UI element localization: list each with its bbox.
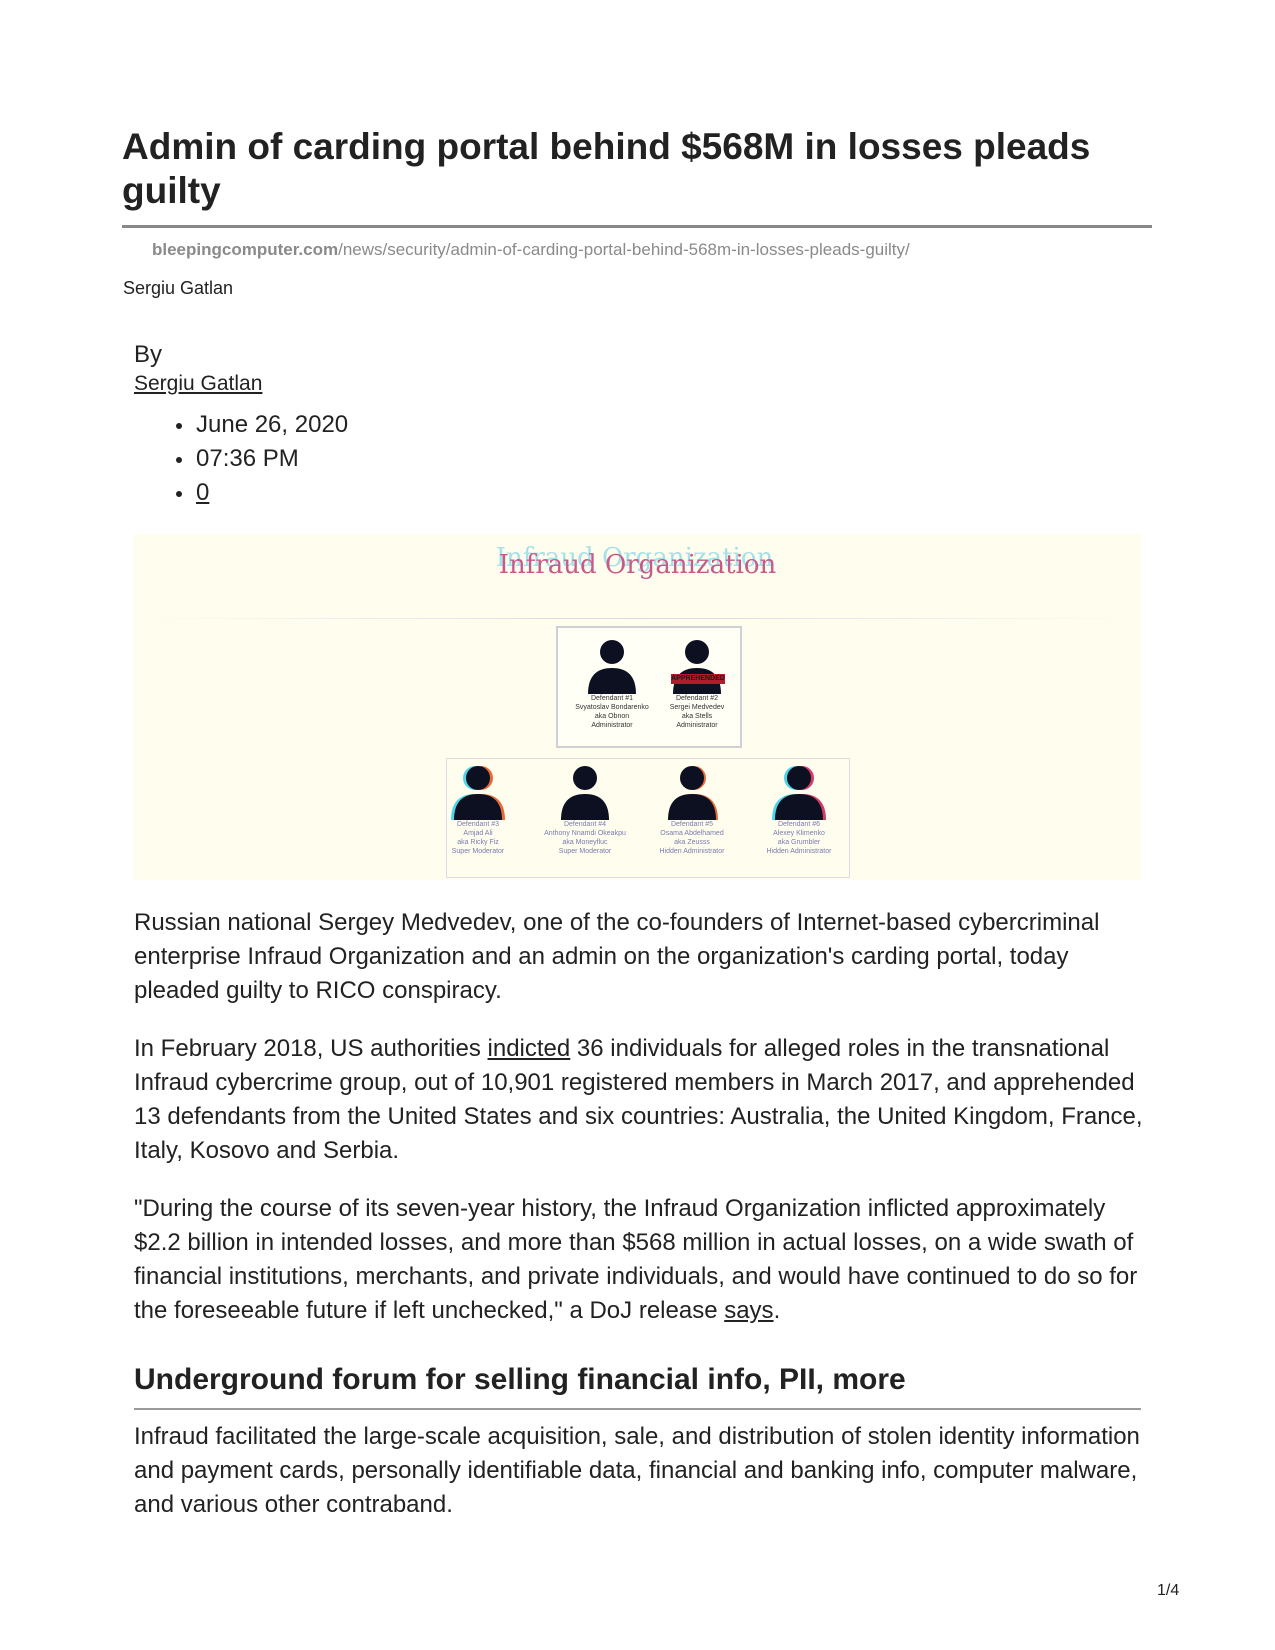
defendant-alias: aka Grumbler xyxy=(777,839,821,846)
defendant-role: Super Moderator xyxy=(451,848,505,855)
url-domain: bleepingcomputer.com xyxy=(152,240,339,259)
says-link[interactable]: says xyxy=(724,1297,774,1324)
article-date: June 26, 2020 xyxy=(196,408,348,442)
defendant-alias: aka Zeusss xyxy=(674,839,710,846)
comments-count-link[interactable]: 0 xyxy=(196,479,210,506)
defendant-card xyxy=(564,634,660,730)
infraud-organization-chart-image xyxy=(134,534,1141,880)
silhouette-icon xyxy=(448,760,508,820)
defendant-role: Super Moderator xyxy=(558,848,612,855)
defendant-number: Defendant #3 xyxy=(456,821,500,828)
defendant-name: Osama Abdelhamed xyxy=(660,830,724,837)
defendant-card xyxy=(537,760,633,856)
apprehended-badge: APPREHENDED xyxy=(671,675,725,682)
defendant-alias: aka Moneyfluc xyxy=(562,839,608,846)
paragraph-text: In February 2018, US authorities xyxy=(134,1035,488,1062)
defendant-name: Svyatoslav Bondarenko xyxy=(575,704,649,711)
defendant-role: Administrator xyxy=(676,722,718,729)
url-path: /news/security/admin-of-carding-portal-behind-568m-in-losses-pleads-guilty/ xyxy=(338,240,910,259)
defendant-name: Anthony Nnamdi Okeakpu xyxy=(544,830,626,837)
defendant-alias: aka Ricky Fiz xyxy=(457,839,499,846)
silhouette-icon xyxy=(662,760,722,820)
paragraph-intro: Russian national Sergey Medvedev, one of the co-founders of Internet-based cybercriminal enterprise Infraud Organization and an admin on the organization's carding portal, today pleaded guilty to RICO conspiracy. xyxy=(134,909,1100,1004)
source-url xyxy=(152,240,910,260)
defendant-role: Hidden Administrator xyxy=(659,848,725,855)
defendant-name: Alexey Klimenko xyxy=(773,830,825,837)
article-meta-list xyxy=(196,408,348,510)
indicted-link[interactable]: indicted xyxy=(487,1035,571,1062)
defendant-alias: aka Stells xyxy=(681,713,713,720)
silhouette-icon xyxy=(555,760,615,820)
defendant-number: Defendant #6 xyxy=(777,821,821,828)
section-divider xyxy=(134,1408,1141,1410)
section-heading: Underground forum for selling financial info, PII, more xyxy=(134,1363,906,1396)
title-divider xyxy=(122,225,1152,228)
figure-title: Infraud Organization xyxy=(498,550,777,580)
figure-divider xyxy=(134,618,1141,619)
article-time: 07:36 PM xyxy=(196,442,348,476)
page-number: 1/4 xyxy=(1157,1582,1180,1599)
byline-label: By xyxy=(134,341,163,368)
page-title: Admin of carding portal behind $568M in losses pleads guilty xyxy=(122,126,1091,211)
paragraph-text: "During the course of its seven-year history, the Infraud Organization inflicted approximately $2.2 billion in intended losses, and more than $568 million in actual losses, on a wide swath of financial institutions, merchants, and private individuals, and would have continued to do so for the foreseeable future if left unchecked," a DoJ release xyxy=(134,1195,1138,1324)
defendant-name: Amjad Ali xyxy=(463,830,493,837)
paragraph-text: . xyxy=(773,1297,781,1324)
defendant-card xyxy=(644,760,740,856)
defendant-name: Sergei Medvedev xyxy=(669,704,725,711)
silhouette-icon xyxy=(582,634,642,694)
defendant-number: Defendant #4 xyxy=(563,821,607,828)
paragraph-doj-quote xyxy=(134,1192,1144,1328)
defendant-card xyxy=(430,760,526,856)
paragraph-indictment xyxy=(134,1032,1144,1168)
defendant-number: Defendant #5 xyxy=(670,821,714,828)
defendant-card xyxy=(751,760,847,856)
silhouette-icon xyxy=(769,760,829,820)
defendant-card xyxy=(649,634,745,730)
comments-item xyxy=(196,476,348,510)
defendant-number: Defendant #2 xyxy=(675,695,719,702)
paragraph-forum: Infraud facilitated the large-scale acquisition, sale, and distribution of stolen identity information and payment cards, personally identifiable data, financial and banking info, computer malware, and various other contraband. xyxy=(134,1423,1140,1518)
defendant-alias: aka Obnon xyxy=(594,713,630,720)
author-name: Sergiu Gatlan xyxy=(123,278,234,298)
defendant-role: Hidden Administrator xyxy=(766,848,832,855)
author-link[interactable]: Sergiu Gatlan xyxy=(134,372,263,395)
defendant-number: Defendant #1 xyxy=(590,695,634,702)
silhouette-icon xyxy=(667,634,727,694)
paragraph-text: 36 individuals for alleged roles in the transnational Infraud cybercrime group, out of 10,901 registered members in March 2017, and apprehended 13 defendants from the United States and six countries: Australia, the United Kingdom, France, Italy, Kosovo and Serbia. xyxy=(134,1035,1143,1164)
defendant-role: Administrator xyxy=(591,722,633,729)
